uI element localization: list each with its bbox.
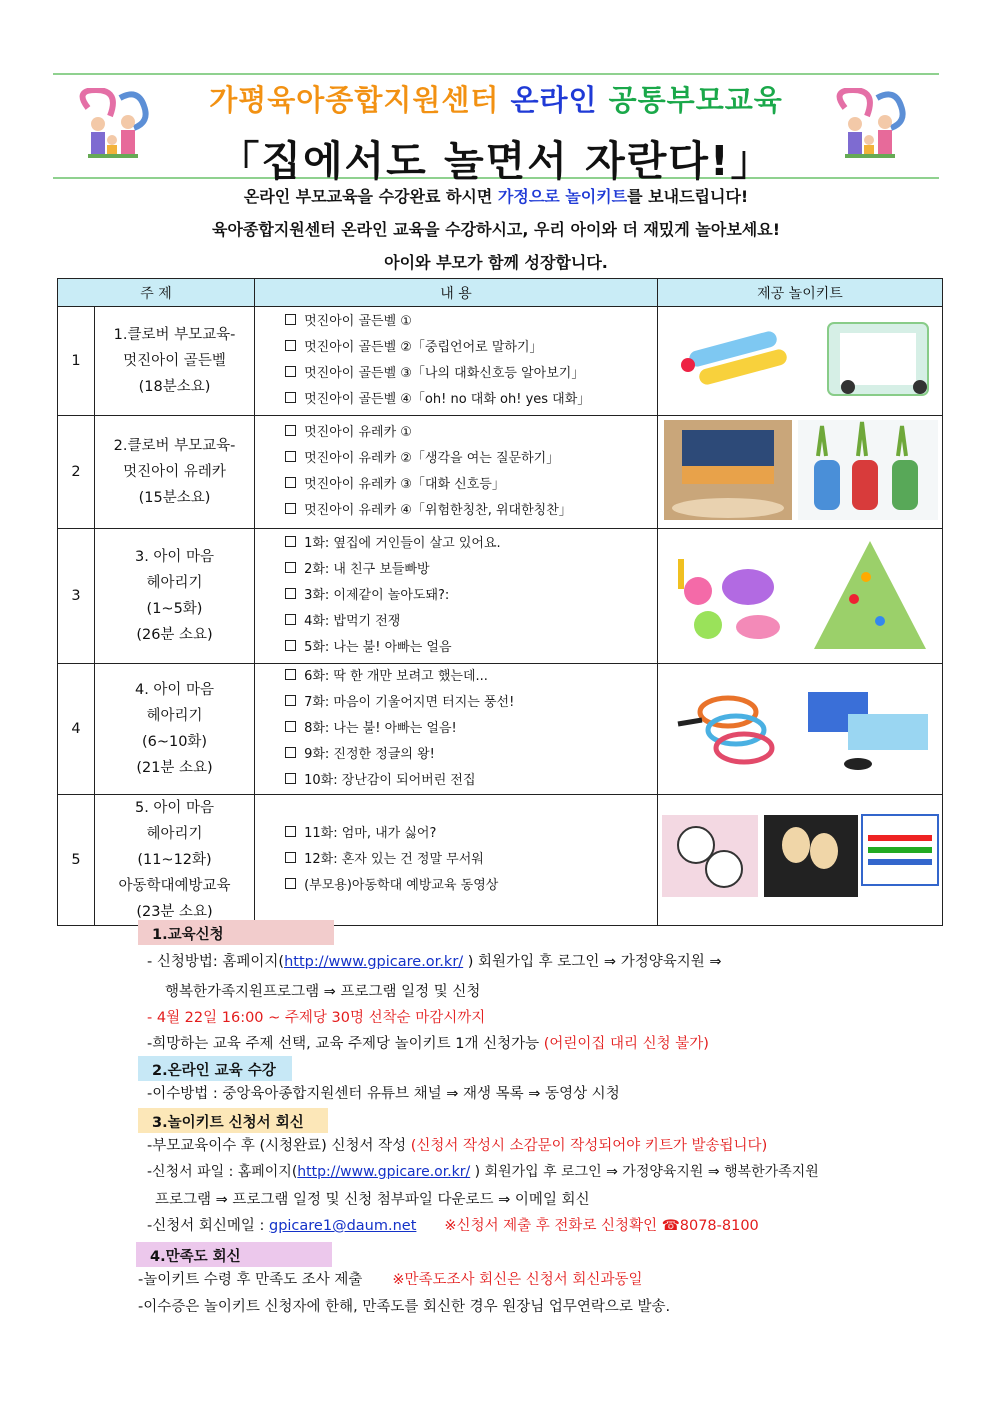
list-item: 7화: 마음이 기울어지면 터지는 풍선! xyxy=(285,690,657,716)
kit-image-cell xyxy=(657,529,942,664)
table-row xyxy=(58,664,943,795)
list-item: 멋진아이 유레카 ②「생각을 여는 질문하기」 xyxy=(285,446,657,472)
row-topic: 5. 아이 마음 헤아리기 (11~12화) 아동학대예방교육 (23분 소요) xyxy=(94,795,254,926)
list-item: 3화: 이제같이 놀아도돼?: xyxy=(285,583,657,609)
table-row xyxy=(58,529,943,664)
s4-line-1: -놀이키트 수령 후 만족도 조사 제출 ※만족도조사 회신은 신청서 회신과동일 xyxy=(138,1272,643,1288)
row-number: 2 xyxy=(58,416,95,529)
s3-line-2: -신청서 파일 : 홈페이지(http://www.gpicare.or.kr/ ) 회원가입 후 로그인 ⇒ 가정양육지원 ⇒ 행복한가족지원 xyxy=(147,1164,819,1180)
list-item: 멋진아이 골든벨 ③「나의 대화신호등 알아보기」 xyxy=(285,361,657,387)
checkbox-icon xyxy=(285,503,296,514)
checkbox-icon xyxy=(285,340,296,351)
row-content xyxy=(255,664,658,795)
row-content xyxy=(255,529,658,664)
row-content xyxy=(255,795,658,926)
table-row xyxy=(58,795,943,926)
list-item: 8화: 나는 불! 아빠는 얼음! xyxy=(285,716,657,742)
list-item: 2화: 내 친구 보들빠방 xyxy=(285,557,657,583)
section-4-title: 4.만족도 회신 xyxy=(136,1242,332,1267)
list-item: 멋진아이 유레카 ④「위험한칭찬, 위대한칭찬」 xyxy=(285,498,657,524)
row-number: 3 xyxy=(58,529,95,664)
checkbox-icon xyxy=(285,562,296,573)
row-number: 1 xyxy=(58,307,95,416)
row-topic: 3. 아이 마음 헤아리기 (1~5화) (26분 소요) xyxy=(94,529,254,664)
top-divider xyxy=(53,73,939,75)
section-2-title: 2.온라인 교육 수강 xyxy=(138,1056,292,1081)
checkbox-icon xyxy=(285,878,296,889)
section-3-title: 3.놀이키트 신청서 회신 xyxy=(138,1108,328,1133)
checkbox-icon xyxy=(285,773,296,784)
checkbox-icon xyxy=(285,695,296,706)
list-item: 1화: 옆집에 거인들이 살고 있어요. xyxy=(285,531,657,557)
row-content xyxy=(255,307,658,416)
checkbox-icon xyxy=(285,852,296,863)
s3-line-1: -부모교육이수 후 (시청완료) 신청서 작성 (신청서 작성시 소감문이 작성되어야 키트가 발송됩니다) xyxy=(147,1138,768,1154)
program-table xyxy=(57,278,943,926)
row-content xyxy=(255,416,658,529)
s1-line-1: - 신청방법: 홈페이지(http://www.gpicare.or.kr/ ) 회원가입 후 로그인 ⇒ 가정양육지원 ⇒ xyxy=(147,954,722,970)
table-header-row xyxy=(58,279,943,307)
row-number: 4 xyxy=(58,664,95,795)
page-subtitle: 가평육아종합지원센터 온라인 공통부모교육 xyxy=(209,83,783,117)
checkbox-icon xyxy=(285,826,296,837)
list-item: 멋진아이 골든벨 ②「중립언어로 말하기」 xyxy=(285,335,657,361)
s4-line-2: -이수증은 놀이키트 신청자에 한해, 만족도를 회신한 경우 원장님 업무연락으로 발송. xyxy=(138,1299,671,1315)
kit-image-cell xyxy=(657,416,942,529)
checkbox-icon xyxy=(285,747,296,758)
intro-line-3: 아이와 부모가 함께 성장합니다. xyxy=(384,253,608,272)
header-kit: 제공 놀이키트 xyxy=(657,279,942,307)
list-item: 11화: 엄마, 내가 싫어? xyxy=(285,821,657,847)
list-item: 5화: 나는 불! 아빠는 얼음 xyxy=(285,635,657,661)
s1-line-3: - 4월 22일 16:00 ~ 주제당 30명 선착순 마감시까지 xyxy=(147,1010,486,1026)
s2-line-1: -이수방법 : 중앙육아종합지원센터 유튜브 채널 ⇒ 재생 목록 ⇒ 동영상 시청 xyxy=(147,1086,620,1102)
checkbox-icon xyxy=(285,640,296,651)
list-item: 12화: 혼자 있는 건 정말 무서워 xyxy=(285,847,657,873)
checkbox-icon xyxy=(285,669,296,680)
section-1-title: 1.교육신청 xyxy=(138,920,334,945)
intro-line-2: 육아종합지원센터 온라인 교육을 수강하시고, 우리 아이와 더 재밌게 놀아보세요! xyxy=(212,220,780,239)
s3-line-4: -신청서 회신메일 : gpicare1@daum.net ※신청서 제출 후 전화로 신청확인 ☎8078-8100 xyxy=(147,1218,759,1234)
photo-stand-and-grass-doll-image xyxy=(658,416,942,524)
row-topic: 4. 아이 마음 헤아리기 (6~10화) (21분 소요) xyxy=(94,664,254,795)
list-item: 멋진아이 골든벨 ④「oh! no 대화 oh! yes 대화」 xyxy=(285,387,657,413)
checkbox-icon xyxy=(285,392,296,403)
header-topic: 주 제 xyxy=(58,279,255,307)
s1-line-4: -희망하는 교육 주제 선택, 교육 주제당 놀이키트 1개 신청가능 (어린이집 대리 신청 불가) xyxy=(147,1036,709,1052)
kitchen-toy-and-tree-board-image xyxy=(658,529,942,659)
header-content: 내 용 xyxy=(255,279,658,307)
checkbox-icon xyxy=(285,721,296,732)
list-item: (부모용)아동학대 예방교육 동영상 xyxy=(285,873,657,899)
s1-line-2: 행복한가족지원프로그램 ⇒ 프로그램 일정 및 신청 xyxy=(165,984,481,1000)
table-row xyxy=(58,307,943,416)
list-item: 멋진아이 골든벨 ① xyxy=(285,309,657,335)
kit-image-cell xyxy=(657,664,942,795)
list-item: 10화: 장난감이 되어버린 전집 xyxy=(285,768,657,794)
kit-image-cell xyxy=(657,795,942,926)
list-item: 6화: 딱 한 개만 보려고 했는데... xyxy=(285,664,657,690)
checkbox-icon xyxy=(285,614,296,625)
table-row xyxy=(58,416,943,529)
s3-line-3: 프로그램 ⇒ 프로그램 일정 및 신청 첨부파일 다운로드 ⇒ 이메일 회신 xyxy=(155,1192,590,1208)
racket-and-penguin-game-image xyxy=(658,664,942,790)
row-topic: 1.클로버 부모교육- 멋진아이 골든벨 (18분소요) xyxy=(94,307,254,416)
homepage-link[interactable]: http://www.gpicare.or.kr/ xyxy=(297,1164,471,1180)
checkbox-icon xyxy=(285,477,296,488)
checkbox-icon xyxy=(285,588,296,599)
row-topic: 2.클로버 부모교육- 멋진아이 유레카 (15분소요) xyxy=(94,416,254,529)
mask-maracas-markers-image xyxy=(658,795,942,921)
homepage-link[interactable]: http://www.gpicare.or.kr/ xyxy=(284,954,464,970)
kit-image-cell xyxy=(657,307,942,416)
list-item: 멋진아이 유레카 ③「대화 신호등」 xyxy=(285,472,657,498)
checkbox-icon xyxy=(285,536,296,547)
page-title: 「집에서도 놀면서 자란다!」 xyxy=(218,137,774,185)
list-item: 4화: 밥먹기 전쟁 xyxy=(285,609,657,635)
intro-line-1: 온라인 부모교육을 수강완료 하시면 가정으로 놀이키트를 보내드립니다! xyxy=(243,187,749,206)
row-number: 5 xyxy=(58,795,95,926)
checkbox-icon xyxy=(285,314,296,325)
checkbox-icon xyxy=(285,451,296,462)
microphone-toy-image xyxy=(658,307,942,411)
email-link[interactable]: gpicare1@daum.net xyxy=(269,1218,417,1234)
list-item: 9화: 진정한 정글의 왕! xyxy=(285,742,657,768)
checkbox-icon xyxy=(285,366,296,377)
list-item: 멋진아이 유레카 ① xyxy=(285,420,657,446)
checkbox-icon xyxy=(285,425,296,436)
